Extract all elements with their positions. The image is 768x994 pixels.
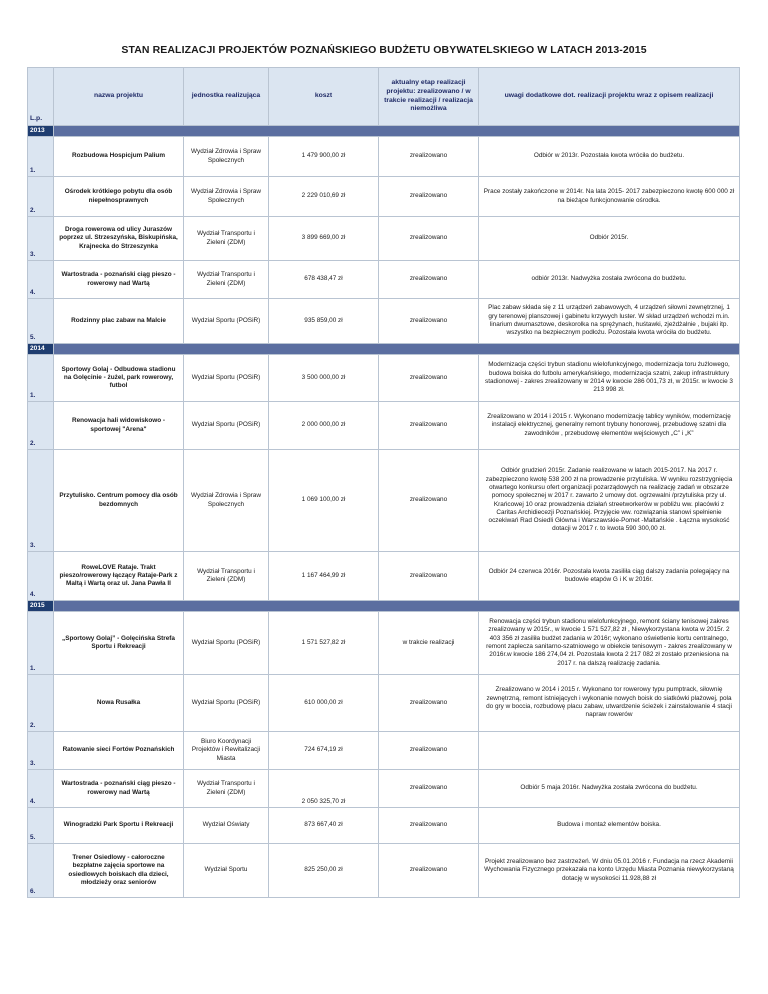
year-bar	[54, 126, 740, 137]
row-notes: Zrealizowano w 2014 i 2015 r. Wykonano tor rowerowy typu pumptrack, siłownię zewnętrzną, remont istniejących i wykonanie nowych boisk do siatkówki plażowej, pola do gry w boccia, rozbudowę placu zabaw, utwardzenie ścieżek i zainstalowanie 4 stacji napraw rowerów	[479, 675, 740, 732]
row-name: Droga rowerowa od ulicy Juraszów poprzez ul. Strzeszyńska, Biskupińska, Krajnecka do Strzeszynka	[54, 217, 184, 261]
row-lp: 4.	[28, 552, 54, 601]
row-stage: zrealizowano	[379, 177, 479, 217]
table-row	[28, 808, 740, 844]
row-notes: Modernizacja części trybun stadionu wielofunkcyjnego, modernizacja toru żużlowego, budowa boiska do futbolu amerykańskiego, modernizacja szatni, zakup infrastruktury stadionowej - zakres zrealizowany w 2014 w kwocie 286 001,73 zł, w 2015r. w kwocie 3 213 998 zł.	[479, 355, 740, 402]
row-stage: zrealizowano	[379, 355, 479, 402]
row-cost: 3 899 669,00 zł	[269, 217, 379, 261]
row-name: Przytulisko. Centrum pomocy dla osób bezdomnych	[54, 450, 184, 552]
row-lp: 5.	[28, 808, 54, 844]
row-name: Wartostrada - poznański ciąg pieszo - rowerowy nad Wartą	[54, 261, 184, 299]
row-stage: zrealizowano	[379, 844, 479, 898]
row-notes: odbiór 2013r. Nadwyżka została zwrócona do budżetu.	[479, 261, 740, 299]
row-stage: zrealizowano	[379, 675, 479, 732]
row-cost: 678 438,47 zł	[269, 261, 379, 299]
row-lp: 1.	[28, 137, 54, 177]
row-lp: 4.	[28, 770, 54, 808]
table-row	[28, 612, 740, 675]
row-name: Winogradzki Park Sportu i Rekreacji	[54, 808, 184, 844]
table-row	[28, 450, 740, 552]
row-cost: 1 167 464,99 zł	[269, 552, 379, 601]
row-stage: zrealizowano	[379, 217, 479, 261]
row-notes: Renowacja części trybun stadionu wielofunkcyjnego, remont ściany tenisowej zakres zrealizowany w 2015r., w kwocie 1 571 527,82 zł , Niewykorzystana kwota w 2015r. 2 403 356 zł zasiliła budżet zadania w 2016r; wykonano oświetlenie kortu centralnego, remont zaplecza sanitarno-szatniowego w obiekcie tenisowym - zakres zrealizowany w 2016r.w kwocie 186 274,04 zł. Pozostała kwota 2 217 082 zł zostało przeniesiona na 2017 r. na dalszą realizację zadania.	[479, 612, 740, 675]
row-notes: Zrealizowano w 2014 i 2015 r. Wykonano modernizację tablicy wyników, modernizację instalacji elektrycznej, generalny remont trybuny honorowej, przebudowę szatni dla zawodników , przebudowę elementów wejściowych „C” i „K”	[479, 402, 740, 450]
row-unit: Wydział Transportu i Zieleni (ZDM)	[184, 217, 269, 261]
row-notes	[479, 732, 740, 770]
table-row	[28, 552, 740, 601]
row-lp: 3.	[28, 450, 54, 552]
row-name: Ośrodek krótkiego pobytu dla osób niepełnosprawnych	[54, 177, 184, 217]
page-title: STAN REALIZACJI PROJEKTÓW POZNAŃSKIEGO BUDŻETU OBYWATELSKIEGO W LATACH 2013-2015	[121, 44, 647, 56]
table-row	[28, 217, 740, 261]
table-row	[28, 770, 740, 808]
row-cost: 724 674,19 zł	[269, 732, 379, 770]
row-notes: Prace zostały zakończone w 2014r. Na lata 2015- 2017 zabezpieczono kwotę 600 000 zł na bieżące funkcjonowanie ośrodka.	[479, 177, 740, 217]
table-row	[28, 402, 740, 450]
row-lp: 3.	[28, 732, 54, 770]
table-row	[28, 355, 740, 402]
header-stage: aktualny etap realizacji projektu: zrealizowano / w trakcie realizacji / realizacja niemożliwa	[379, 68, 479, 126]
row-notes: Odbiór 5 maja 2016r. Nadwyżka została zwrócona do budżetu.	[479, 770, 740, 808]
row-cost: 1 479 900,00 zł	[269, 137, 379, 177]
table-row	[28, 844, 740, 898]
row-name: Wartostrada - poznański ciąg pieszo - rowerowy nad Wartą	[54, 770, 184, 808]
row-name: „Sportowy Golaj” - Golęcińska Strefa Sportu i Rekreacji	[54, 612, 184, 675]
header-row	[28, 68, 740, 126]
projects-table	[27, 67, 740, 898]
row-unit: Wydział Sportu (POSiR)	[184, 675, 269, 732]
row-stage: zrealizowano	[379, 137, 479, 177]
row-cost	[269, 770, 379, 808]
row-lp: 4.	[28, 261, 54, 299]
row-notes: Odbiór w 2013r. Pozostała kwota wróciła do budżetu.	[479, 137, 740, 177]
row-stage: zrealizowano	[379, 770, 479, 808]
row-name: Rozbudowa Hospicjum Palium	[54, 137, 184, 177]
row-unit: Wydział Transportu i Zieleni (ZDM)	[184, 552, 269, 601]
row-name: Ratowanie sieci Fortów Poznańskich	[54, 732, 184, 770]
row-notes: Plac zabaw składa się z 11 urządzeń zabawowych, 4 urządzeń siłowni zewnętrznej, 1 gry terenowej planszowej i gabinetu krzywych luster. W skład urządzeń wchodzi m.in. linarium dwumasztowe, deskorolka na sprężynach, huśtawki, zjeżdżalnie , bujaki itp. wszystko na bezpiecznym podłożu. Pozostała kwota wróciła do budżetu.	[479, 299, 740, 344]
row-name: Rodzinny plac zabaw na Malcie	[54, 299, 184, 344]
year-row-2015	[28, 601, 740, 612]
year-label: 2015	[28, 601, 54, 612]
header-cost: koszt	[269, 68, 379, 126]
row-name: Sportowy Golaj - Odbudowa stadionu na Golęcinie - żużel, park rowerowy, futbol	[54, 355, 184, 402]
row-stage: zrealizowano	[379, 450, 479, 552]
row-lp: 2.	[28, 177, 54, 217]
row-notes: Budowa i montaż elementów boiska.	[479, 808, 740, 844]
row-stage: zrealizowano	[379, 808, 479, 844]
table-row	[28, 732, 740, 770]
row-lp: 3.	[28, 217, 54, 261]
row-notes: Odbiór 24 czerwca 2016r. Pozostała kwota zasiliła ciąg dalszy zadania polegający na budowie etapów G i K w 2016r.	[479, 552, 740, 601]
row-stage: w trakcie realizacji	[379, 612, 479, 675]
row-stage: zrealizowano	[379, 299, 479, 344]
row-stage: zrealizowano	[379, 402, 479, 450]
row-cost: 610 000,00 zł	[269, 675, 379, 732]
row-name: RoweLOVE Rataje. Trakt pieszo/rowerowy łączący Rataje-Park z Maltą i Wartą oraz ul. Jana Pawła II	[54, 552, 184, 601]
row-unit: Wydział Zdrowia i Spraw Społecznych	[184, 177, 269, 217]
header-unit: jednostka realizująca	[184, 68, 269, 126]
header-name: nazwa projektu	[54, 68, 184, 126]
year-bar	[54, 344, 740, 355]
table-row	[28, 137, 740, 177]
row-stage: zrealizowano	[379, 732, 479, 770]
row-cost: 1 069 100,00 zł	[269, 450, 379, 552]
row-unit: Wydział Sportu (POSiR)	[184, 402, 269, 450]
row-unit: Wydział Sportu (POSiR)	[184, 355, 269, 402]
row-name: Nowa Rusałka	[54, 675, 184, 732]
year-label: 2013	[28, 126, 54, 137]
year-row-2013	[28, 126, 740, 137]
row-lp: 5.	[28, 299, 54, 344]
row-stage: zrealizowano	[379, 552, 479, 601]
year-bar	[54, 601, 740, 612]
row-cost: 2 229 010,69 zł	[269, 177, 379, 217]
row-name: Trener Osiedlowy - całoroczne bezpłatne zajęcia sportowe na osiedlowych boiskach dla dzieci, młodzieży oraz seniorów	[54, 844, 184, 898]
row-unit: Wydział Transportu i Zieleni (ZDM)	[184, 261, 269, 299]
row-notes: Odbiór 2015r.	[479, 217, 740, 261]
row-unit: Biuro Koordynacji Projektów i Rewitalizacji Miasta	[184, 732, 269, 770]
header-notes: uwagi dodatkowe dot. realizacji projektu wraz z opisem realizacji	[479, 68, 740, 126]
row-cost-extra: 2 050 325,70 zł	[301, 797, 346, 805]
row-cost: 873 667,40 zł	[269, 808, 379, 844]
year-row-2014	[28, 344, 740, 355]
row-lp: 2.	[28, 675, 54, 732]
row-cost: 3 500 000,00 zł	[269, 355, 379, 402]
row-unit: Wydział Sportu (POSiR)	[184, 612, 269, 675]
row-unit: Wydział Zdrowia i Spraw Społecznych	[184, 450, 269, 552]
table-row	[28, 177, 740, 217]
row-name: Renowacja hali widowiskowo - sportowej "Arena"	[54, 402, 184, 450]
row-cost: 935 859,00 zł	[269, 299, 379, 344]
table-row	[28, 675, 740, 732]
row-cost: 2 000 000,00 zł	[269, 402, 379, 450]
row-unit: Wydział Sportu (POSiR)	[184, 299, 269, 344]
row-lp: 1.	[28, 612, 54, 675]
row-lp: 1.	[28, 355, 54, 402]
year-label: 2014	[28, 344, 54, 355]
row-notes: Odbiór grudzień 2015r. Zadanie realizowane w latach 2015-2017. Na 2017 r. zabezpieczono kwotę 538 200 zł na prowadzenie przytuliska. W wyniku rozstrzygnięcia otwartego konkursu ofert organizacji pozarządowych na realizację zadań w obszarze pomocy społecznej w 2017 r. zawarto 2 umowy dot. ogrzewalni /przytuliska przy ul. Krańcowej 10 oraz prowadzenia działań streetworkerów w pobliżu ww. placówki z Caritas Archidiecezji Poznańskiej. Przyjęcie ww. rozwiązania stanowi spełnienie oczekiwań Rad Osiedli Główna i Warszawskie-Pomet -Maltańskie . Łączna wysokość dotacji w 2017 r. to kwota 590 300,00 zł.	[479, 450, 740, 552]
row-stage: zrealizowano	[379, 261, 479, 299]
row-cost: 825 250,00 zł	[269, 844, 379, 898]
row-unit: Wydział Sportu	[184, 844, 269, 898]
row-unit: Wydział Zdrowia i Spraw Społecznych	[184, 137, 269, 177]
row-notes: Projekt zrealizowano bez zastrzeżeń. W dniu 05.01.2016 r. Fundacja na rzecz Akademii Wychowania Fizycznego przekazała na konto Urzędu Miasta Poznania niewykorzystaną dotację w wysokości 11.928,88 zł	[479, 844, 740, 898]
row-unit: Wydział Oświaty	[184, 808, 269, 844]
row-lp: 2.	[28, 402, 54, 450]
table-row	[28, 261, 740, 299]
header-lp: L.p.	[28, 68, 54, 126]
row-lp: 6.	[28, 844, 54, 898]
table-row	[28, 299, 740, 344]
row-unit: Wydział Transportu i Zieleni (ZDM)	[184, 770, 269, 808]
row-cost: 1 571 527,82 zł	[269, 612, 379, 675]
